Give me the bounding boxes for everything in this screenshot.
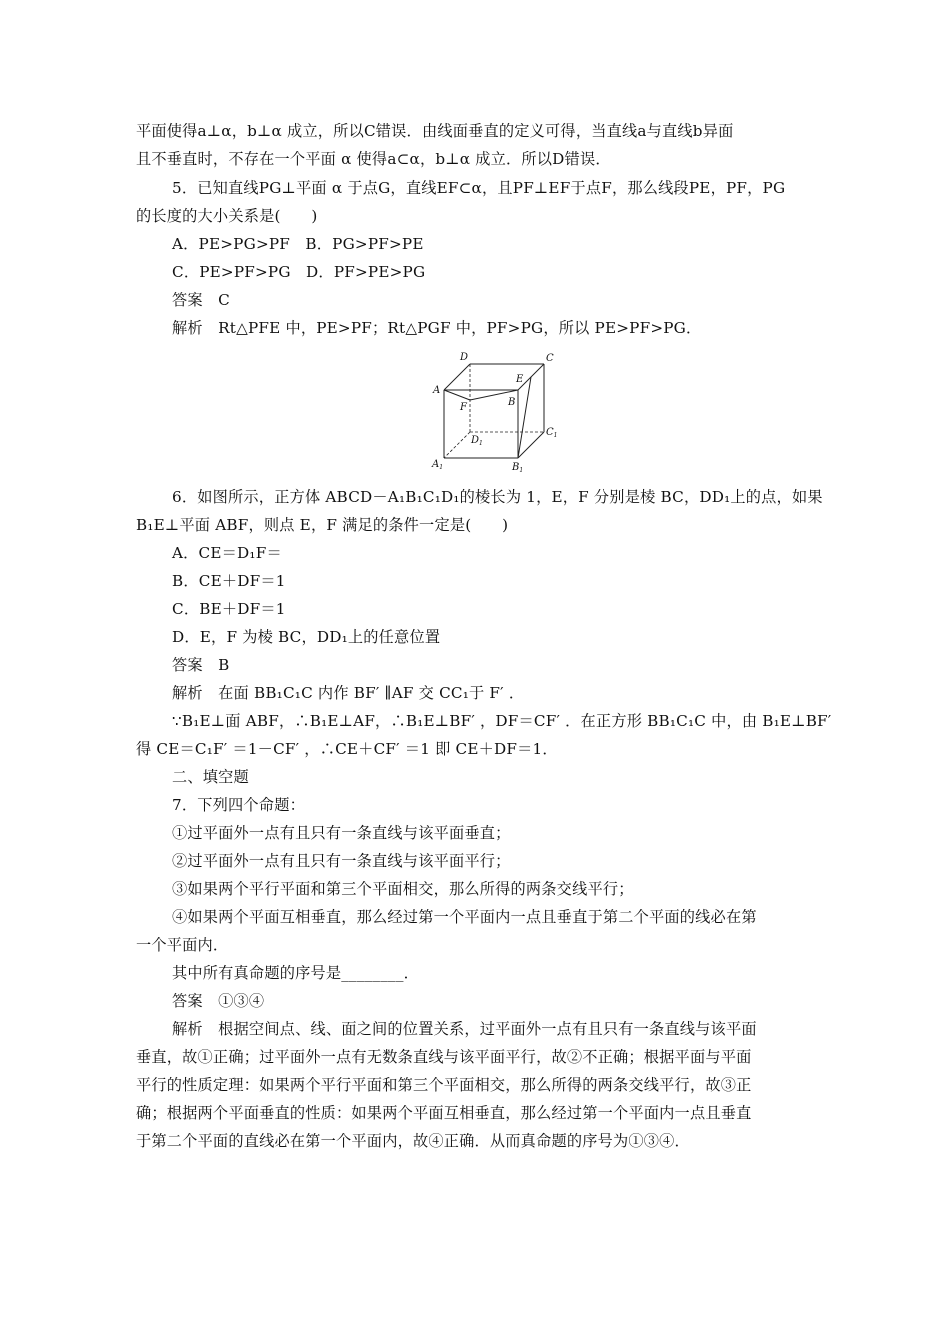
proposition-line: ③如果两个平行平面和第三个平面相交，那么所得的两条交线平行； bbox=[172, 880, 634, 898]
text-line: B₁E⊥平面 ABF，则点 E，F 满足的条件一定是( ) bbox=[136, 516, 509, 534]
option-line: D．E，F 为棱 BC，DD₁上的任意位置 bbox=[172, 628, 441, 646]
label-B1: $B_1$ bbox=[512, 462, 524, 474]
proposition-line: ②过平面外一点有且只有一条直线与该平面平行； bbox=[172, 852, 511, 870]
text-line: 于第二个平面的直线必在第一个平面内，故④正确．从而真命题的序号为①③④． bbox=[136, 1132, 690, 1150]
question-7: 7．下列四个命题： bbox=[172, 796, 305, 814]
text-line: 的长度的大小关系是( ) bbox=[136, 207, 318, 225]
text-line: 其中所有真命题的序号是________． bbox=[172, 964, 419, 982]
label-B: B bbox=[508, 397, 516, 408]
proposition-line: ④如果两个平面互相垂直，那么经过第一个平面内一点且垂直于第二个平面的线必在第 bbox=[172, 908, 757, 926]
proposition-line: ①过平面外一点有且只有一条直线与该平面垂直； bbox=[172, 824, 511, 842]
text-line: 平行的性质定理：如果两个平行平面和第三个平面相交，那么所得的两条交线平行，故③正 bbox=[136, 1076, 752, 1094]
label-E: E bbox=[516, 374, 524, 385]
text-line: 且不垂直时，不存在一个平面 α 使得a⊂α，b⊥α 成立．所以D错误． bbox=[136, 150, 611, 168]
answer-line: 答案 B bbox=[172, 656, 230, 674]
answer-line: 答案 C bbox=[172, 291, 230, 309]
text-line: 垂直，故①正确；过平面外一点有无数条直线与该平面平行，故②不正确；根据平面与平面 bbox=[136, 1048, 752, 1066]
cube-figure bbox=[424, 348, 564, 474]
section-heading: 二、填空题 bbox=[172, 768, 249, 786]
text-line: ∵B₁E⊥面 ABF，∴B₁E⊥AF，∴B₁E⊥BF′ ，DF＝CF′ ．在正方形 BB₁C₁C 中，由 B₁E⊥BF′ bbox=[172, 712, 832, 730]
explanation-line: 解析 Rt△PFE 中，PE>PF；Rt△PGF 中，PF>PG，所以 PE>PF>PG． bbox=[172, 319, 702, 337]
answer-line: 答案 ①③④ bbox=[172, 992, 265, 1010]
text-line: 确；根据两个平面垂直的性质：如果两个平面互相垂直，那么经过第一个平面内一点且垂直 bbox=[136, 1104, 752, 1122]
explanation-line: 解析 根据空间点、线、面之间的位置关系，过平面外一点有且只有一条直线与该平面 bbox=[172, 1020, 757, 1038]
option-line: A．CE＝D₁F＝ bbox=[172, 544, 282, 562]
option-line: C．BE＋DF＝1 bbox=[172, 600, 286, 618]
explanation-line: 解析 在面 BB₁C₁C 内作 BF′ ∥AF 交 CC₁于 F′ ． bbox=[172, 684, 525, 702]
text-line: 一个平面内． bbox=[136, 936, 229, 954]
text-line: 平面使得a⊥α，b⊥α 成立，所以C错误．由线面垂直的定义可得，当直线a与直线b异面 bbox=[136, 122, 734, 140]
question-5: 5．已知直线PG⊥平面 α 于点G，直线EF⊂α，且PF⊥EF于点F，那么线段PE，PF，PG bbox=[172, 179, 786, 197]
option-line: B．CE＋DF＝1 bbox=[172, 572, 286, 590]
label-A1: $A_1$ bbox=[432, 459, 444, 471]
label-D1: $D_1$ bbox=[471, 435, 483, 447]
label-A: A bbox=[433, 385, 441, 396]
label-D: D bbox=[460, 352, 469, 363]
label-F: F bbox=[460, 402, 467, 413]
label-C: C bbox=[546, 353, 554, 364]
label-C1: $C_1$ bbox=[546, 427, 558, 439]
text-line: 得 CE＝C₁F′ ＝1－CF′ ，∴CE＋CF′ ＝1 即 CE＋DF＝1． bbox=[136, 740, 558, 758]
option-line: C．PE>PF>PG D．PF>PE>PG bbox=[172, 263, 426, 281]
question-6: 6．如图所示，正方体 ABCD－A₁B₁C₁D₁的棱长为 1，E，F 分别是棱 BC，DD₁上的点，如果 bbox=[172, 488, 823, 506]
option-line: A．PE>PG>PF B．PG>PF>PE bbox=[172, 235, 424, 253]
